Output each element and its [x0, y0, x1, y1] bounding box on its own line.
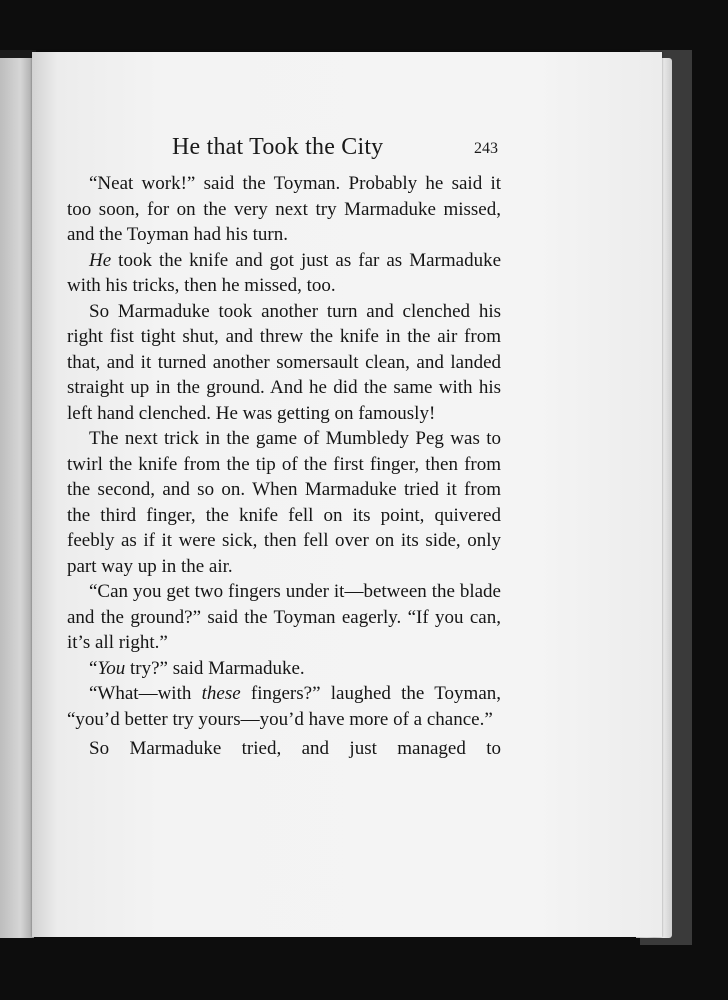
- paragraph: [67, 656, 501, 682]
- italic-word: He: [89, 249, 112, 271]
- paragraph-text: “: [89, 657, 98, 679]
- paragraph: [67, 736, 501, 762]
- paragraph-text: So Marmaduke tried, and just managed to: [89, 738, 501, 759]
- paragraph-text: “What—with: [89, 683, 202, 704]
- paragraph-text: try?” said Marmaduke.: [125, 657, 305, 679]
- italic-word: these: [201, 683, 241, 704]
- paragraph: [67, 426, 501, 579]
- left-page-edge: [0, 58, 34, 938]
- paragraph-text: “Neat work!” said the Toyman. Probably he said it too soon, for on the very next try Marmaduke missed, and the Toyman had his turn.: [67, 173, 501, 245]
- running-head: He that Took the City: [172, 134, 384, 160]
- paragraph-text: took the knife and got just as far as Marmaduke with his tricks, then he missed, too.: [67, 249, 501, 296]
- paragraph: [67, 681, 501, 732]
- paragraph: [67, 171, 501, 248]
- paragraph-text: The next trick in the game of Mumbledy Peg was to twirl the knife from the tip of the first finger, then from the second, and so on. When Marmaduke tried it from the third finger, the knife fell on its point, quivered feebly as if it were sick, then fell over on its side, only part way up in the air.: [67, 428, 501, 577]
- body-text: [67, 171, 501, 762]
- paragraph: [67, 248, 501, 299]
- paragraph-text: “Can you get two fingers under it—between the blade and the ground?” said the Toyman eagerly. “If you can, it’s all right.”: [67, 581, 501, 653]
- paragraph-text: fingers?” laughed the Toyman, “you’d better try yours—you’d have more of a chance.”: [67, 683, 502, 730]
- paragraph-text: So Marmaduke took another turn and clenched his right fist tight shut, and threw the knife in the air from that, and it turned another somersault clean, and landed straight up in the ground. And he did the same with his left hand clenched. He was getting on famously!: [67, 300, 501, 424]
- paragraph: [67, 579, 501, 656]
- italic-word: You: [97, 657, 126, 679]
- paragraph: [67, 299, 501, 427]
- page-number: 243: [474, 140, 498, 157]
